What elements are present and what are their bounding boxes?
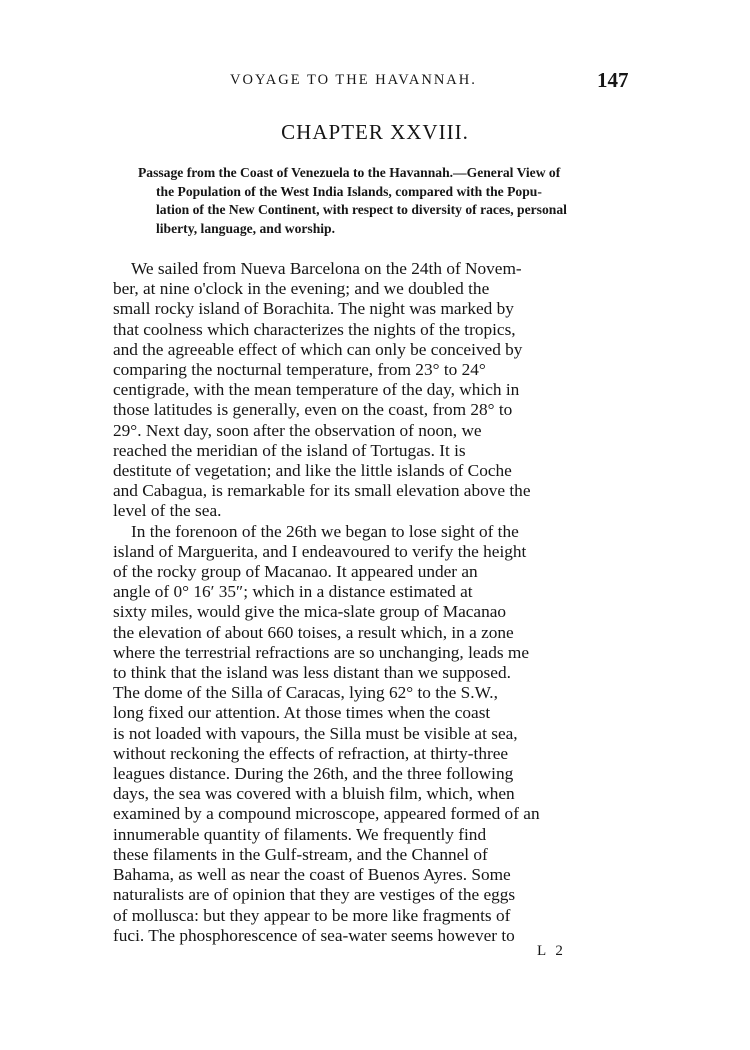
body-line: small rocky island of Borachita. The night was marked by bbox=[113, 299, 514, 319]
body-line: where the terrestrial refractions are so unchanging, leads me bbox=[113, 642, 530, 662]
body-line: without reckoning the effects of refraction, at thirty-three bbox=[113, 743, 509, 763]
body-line: ber, at nine o'clock in the evening; and we doubled the bbox=[113, 279, 490, 299]
body-line: reached the meridian of the island of Tortugas. It is bbox=[113, 440, 466, 460]
body-line: 29°. Next day, soon after the observation of noon, we bbox=[113, 420, 482, 440]
synopsis-line: lation of the New Continent, with respect to diversity of races, personal bbox=[156, 202, 567, 217]
body-line: fuci. The phosphorescence of sea-water seems however to bbox=[113, 925, 515, 945]
body-line: is not loaded with vapours, the Silla must be visible at sea, bbox=[113, 723, 518, 743]
body-line: those latitudes is generally, even on the coast, from 28° to bbox=[113, 400, 513, 420]
page-number: 147 bbox=[597, 68, 629, 92]
body-line: comparing the nocturnal temperature, from 23° to 24° bbox=[113, 360, 486, 380]
running-title: VOYAGE TO THE HAVANNAH. bbox=[230, 72, 477, 88]
body-line: and the agreeable effect of which can only be conceived by bbox=[113, 339, 523, 359]
body-line: level of the sea. bbox=[113, 501, 222, 521]
body-line: that coolness which characterizes the nights of the tropics, bbox=[113, 319, 516, 339]
body-line: of mollusca: but they appear to be more like fragments of bbox=[113, 905, 511, 925]
chapter-synopsis bbox=[138, 164, 638, 238]
synopsis-line: liberty, language, and worship. bbox=[156, 220, 336, 236]
body-line: In the forenoon of the 26th we began to lose sight of the bbox=[131, 521, 519, 541]
synopsis-line: the Population of the West India Islands, compared with the Popu- bbox=[156, 183, 542, 199]
body-line: examined by a compound microscope, appeared formed of an bbox=[113, 804, 540, 824]
body-line: these filaments in the Gulf-stream, and the Channel of bbox=[113, 844, 488, 864]
body-line: long fixed our attention. At those times when the coast bbox=[113, 703, 491, 723]
body-line: innumerable quantity of filaments. We frequently find bbox=[113, 824, 487, 844]
body-text bbox=[113, 259, 633, 946]
body-line: angle of 0° 16′ 35″; which in a distance estimated at bbox=[113, 582, 473, 602]
body-line: destitute of vegetation; and like the little islands of Coche bbox=[113, 461, 512, 481]
body-line: centigrade, with the mean temperature of the day, which in bbox=[113, 380, 520, 400]
body-line: We sailed from Nueva Barcelona on the 24th of Novem- bbox=[131, 259, 522, 278]
body-line: of the rocky group of Macanao. It appeared under an bbox=[113, 562, 478, 582]
body-line: island of Marguerita, and I endeavoured to verify the height bbox=[113, 541, 527, 561]
body-line: the elevation of about 660 toises, a result which, in a zone bbox=[113, 622, 514, 642]
body-line: to think that the island was less distant than we supposed. bbox=[113, 663, 511, 683]
body-line: days, the sea was covered with a bluish film, which, when bbox=[113, 784, 515, 804]
body-line: The dome of the Silla of Caracas, lying 62° to the S.W., bbox=[113, 683, 498, 703]
chapter-title: CHAPTER XXVIII. bbox=[281, 120, 469, 144]
body-line: sixty miles, would give the mica-slate group of Macanao bbox=[113, 602, 507, 622]
body-line: leagues distance. During the 26th, and the three following bbox=[113, 764, 514, 784]
synopsis-line: Passage from the Coast of Venezuela to the Havannah.—General View of bbox=[138, 165, 561, 180]
body-line: and Cabagua, is remarkable for its small elevation above the bbox=[113, 481, 531, 501]
body-line: naturalists are of opinion that they are vestiges of the eggs bbox=[113, 885, 516, 905]
body-line: Bahama, as well as near the coast of Buenos Ayres. Some bbox=[113, 865, 511, 885]
signature-mark: L 2 bbox=[537, 943, 566, 959]
